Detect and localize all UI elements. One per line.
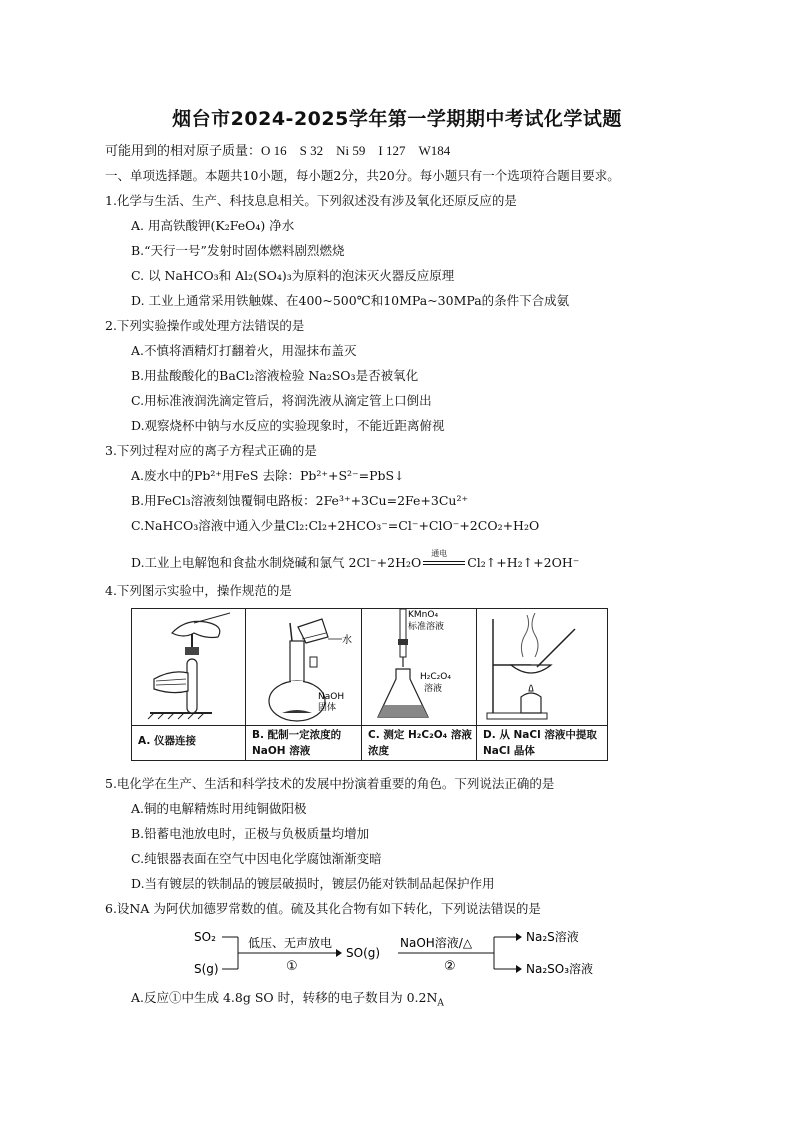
step-1-label: ①	[286, 959, 298, 974]
avogadro-subscript: A	[437, 998, 444, 1009]
intermediate-so-gas: SO(g)	[346, 946, 381, 960]
figure-cell-d	[477, 609, 607, 760]
product-na2s: Na₂S溶液	[526, 930, 579, 944]
question-1-option-a: A. 用高铁酸钾(K₂FeO₄) 净水	[131, 218, 295, 233]
figure-a-caption: A. 仪器连接	[138, 735, 196, 747]
solid-label: 固体	[318, 703, 337, 713]
reactant-so2: SO₂	[194, 930, 216, 944]
h2c2o4-label: H₂C₂O₄	[420, 672, 451, 682]
product-na2so3: Na₂SO₃溶液	[526, 962, 594, 976]
question-2-stem: 2.下列实验操作或处理方法错误的是	[105, 318, 305, 333]
standard-solution-label: 标准溶液	[408, 622, 445, 632]
condition-1: 低压、无声放电	[248, 936, 333, 950]
water-label: 水	[342, 635, 352, 646]
question-6-option-a-text: A.反应①中生成 4.8g SO 时，转移的电子数目为 0.2N	[131, 990, 438, 1005]
section-heading: 一、单项选择题。本题共10小题，每小题2分，共20分。每小题只有一个选项符合题目要求。	[105, 168, 620, 183]
question-1-stem: 1.化学与生活、生产、科技息息相关。下列叙述没有涉及氧化还原反应的是	[105, 193, 517, 208]
figure-a-illustration	[132, 609, 246, 725]
question-4-stem: 4.下列图示实验中，操作规范的是	[105, 583, 292, 598]
figure-b-illustration	[246, 609, 362, 725]
question-2-option-b: B.用盐酸酸化的BaCl₂溶液检验 Na₂SO₃是否被氧化	[131, 368, 419, 383]
question-5-stem: 5.电化学在生产、生活和科学技术的发展中扮演着重要的角色。下列说法正确的是	[105, 776, 555, 791]
figure-cell-b	[246, 609, 362, 760]
page-title: 烟台市2024-2025学年第一学期期中考试化学试题	[172, 108, 622, 130]
question-1-option-d: D. 工业上通常采用铁触媒、在400~500℃和10MPa~30MPa的条件下合成氨	[131, 293, 570, 308]
question-2-option-a: A.不慎将酒精灯打翻着火，用湿抹布盖灭	[131, 343, 357, 358]
figure-c-caption: C. 测定 H₂C₂O₄ 溶液浓度	[368, 729, 472, 757]
question-5-option-c: C.纯银器表面在空气中因电化学腐蚀渐渐变暗	[131, 851, 382, 866]
solution-label: 溶液	[424, 684, 443, 694]
question-3-option-a: A.废水中的Pb²⁺用FeS 去除：Pb²⁺+S²⁻=PbS↓	[131, 468, 405, 483]
figure-c-illustration	[362, 609, 477, 725]
kmno4-label: KMnO₄	[408, 610, 439, 620]
electrolysis-arrow	[421, 549, 467, 571]
condition-2: NaOH溶液/△	[400, 936, 473, 950]
question-3-option-d	[131, 549, 580, 571]
question-1-option-c: C. 以 NaHCO₃和 Al₂(SO₄)₃为原料的泡沫灭火器反应原理	[131, 268, 455, 283]
question-3-option-d-right: Cl₂↑+H₂↑+2OH⁻	[467, 555, 580, 570]
question-3-option-b: B.用FeCl₃溶液刻蚀覆铜电路板：2Fe³⁺+3Cu=2Fe+3Cu²⁺	[131, 493, 469, 508]
figure-d-caption: D. 从 NaCl 溶液中提取 NaCl 晶体	[483, 729, 597, 757]
figure-d-illustration	[477, 609, 607, 725]
figure-cell-a	[132, 609, 246, 760]
electrolysis-condition: 通电	[431, 549, 448, 558]
sulfur-transformation-scheme	[190, 925, 610, 985]
question-2-option-d: D.观察烧杯中钠与水反应的实验现象时，不能近距离俯视	[131, 418, 445, 433]
experiment-figure-table	[131, 608, 608, 761]
question-3-option-d-left: D.工业上电解饱和食盐水制烧碱和氯气 2Cl⁻+2H₂O	[131, 555, 422, 570]
question-6-option-a	[131, 990, 444, 1012]
question-3-option-c: C.NaHCO₃溶液中通入少量Cl₂:Cl₂+2HCO₃⁻=Cl⁻+ClO⁻+2CO₂+H₂O	[131, 518, 540, 533]
question-5-option-a: A.铜的电解精炼时用纯铜做阳极	[131, 801, 307, 816]
reactant-s-gas: S(g)	[194, 962, 219, 976]
naoh-label: NaOH	[318, 692, 345, 702]
question-5-option-b: B.铅蓄电池放电时，正极与负极质量均增加	[131, 826, 370, 841]
step-2-label: ②	[444, 959, 456, 974]
figure-cell-c	[362, 609, 477, 760]
question-2-option-c: C.用标准液润洗滴定管后，将润洗液从滴定管上口倒出	[131, 393, 432, 408]
question-3-stem: 3.下列过程对应的离子方程式正确的是	[105, 443, 317, 458]
atomic-masses: 可能用到的相对原子质量：O 16 S 32 Ni 59 I 127 W184	[105, 143, 451, 158]
question-1-option-b: B.“天行一号”发射时固体燃料剧烈燃烧	[131, 243, 345, 258]
question-5-option-d: D.当有镀层的铁制品的镀层破损时，镀层仍能对铁制品起保护作用	[131, 876, 495, 891]
figure-b-caption: B. 配制一定浓度的 NaOH 溶液	[252, 729, 342, 757]
question-6-stem: 6.设NA 为阿伏加德罗常数的值。硫及其化合物有如下转化，下列说法错误的是	[105, 901, 541, 916]
